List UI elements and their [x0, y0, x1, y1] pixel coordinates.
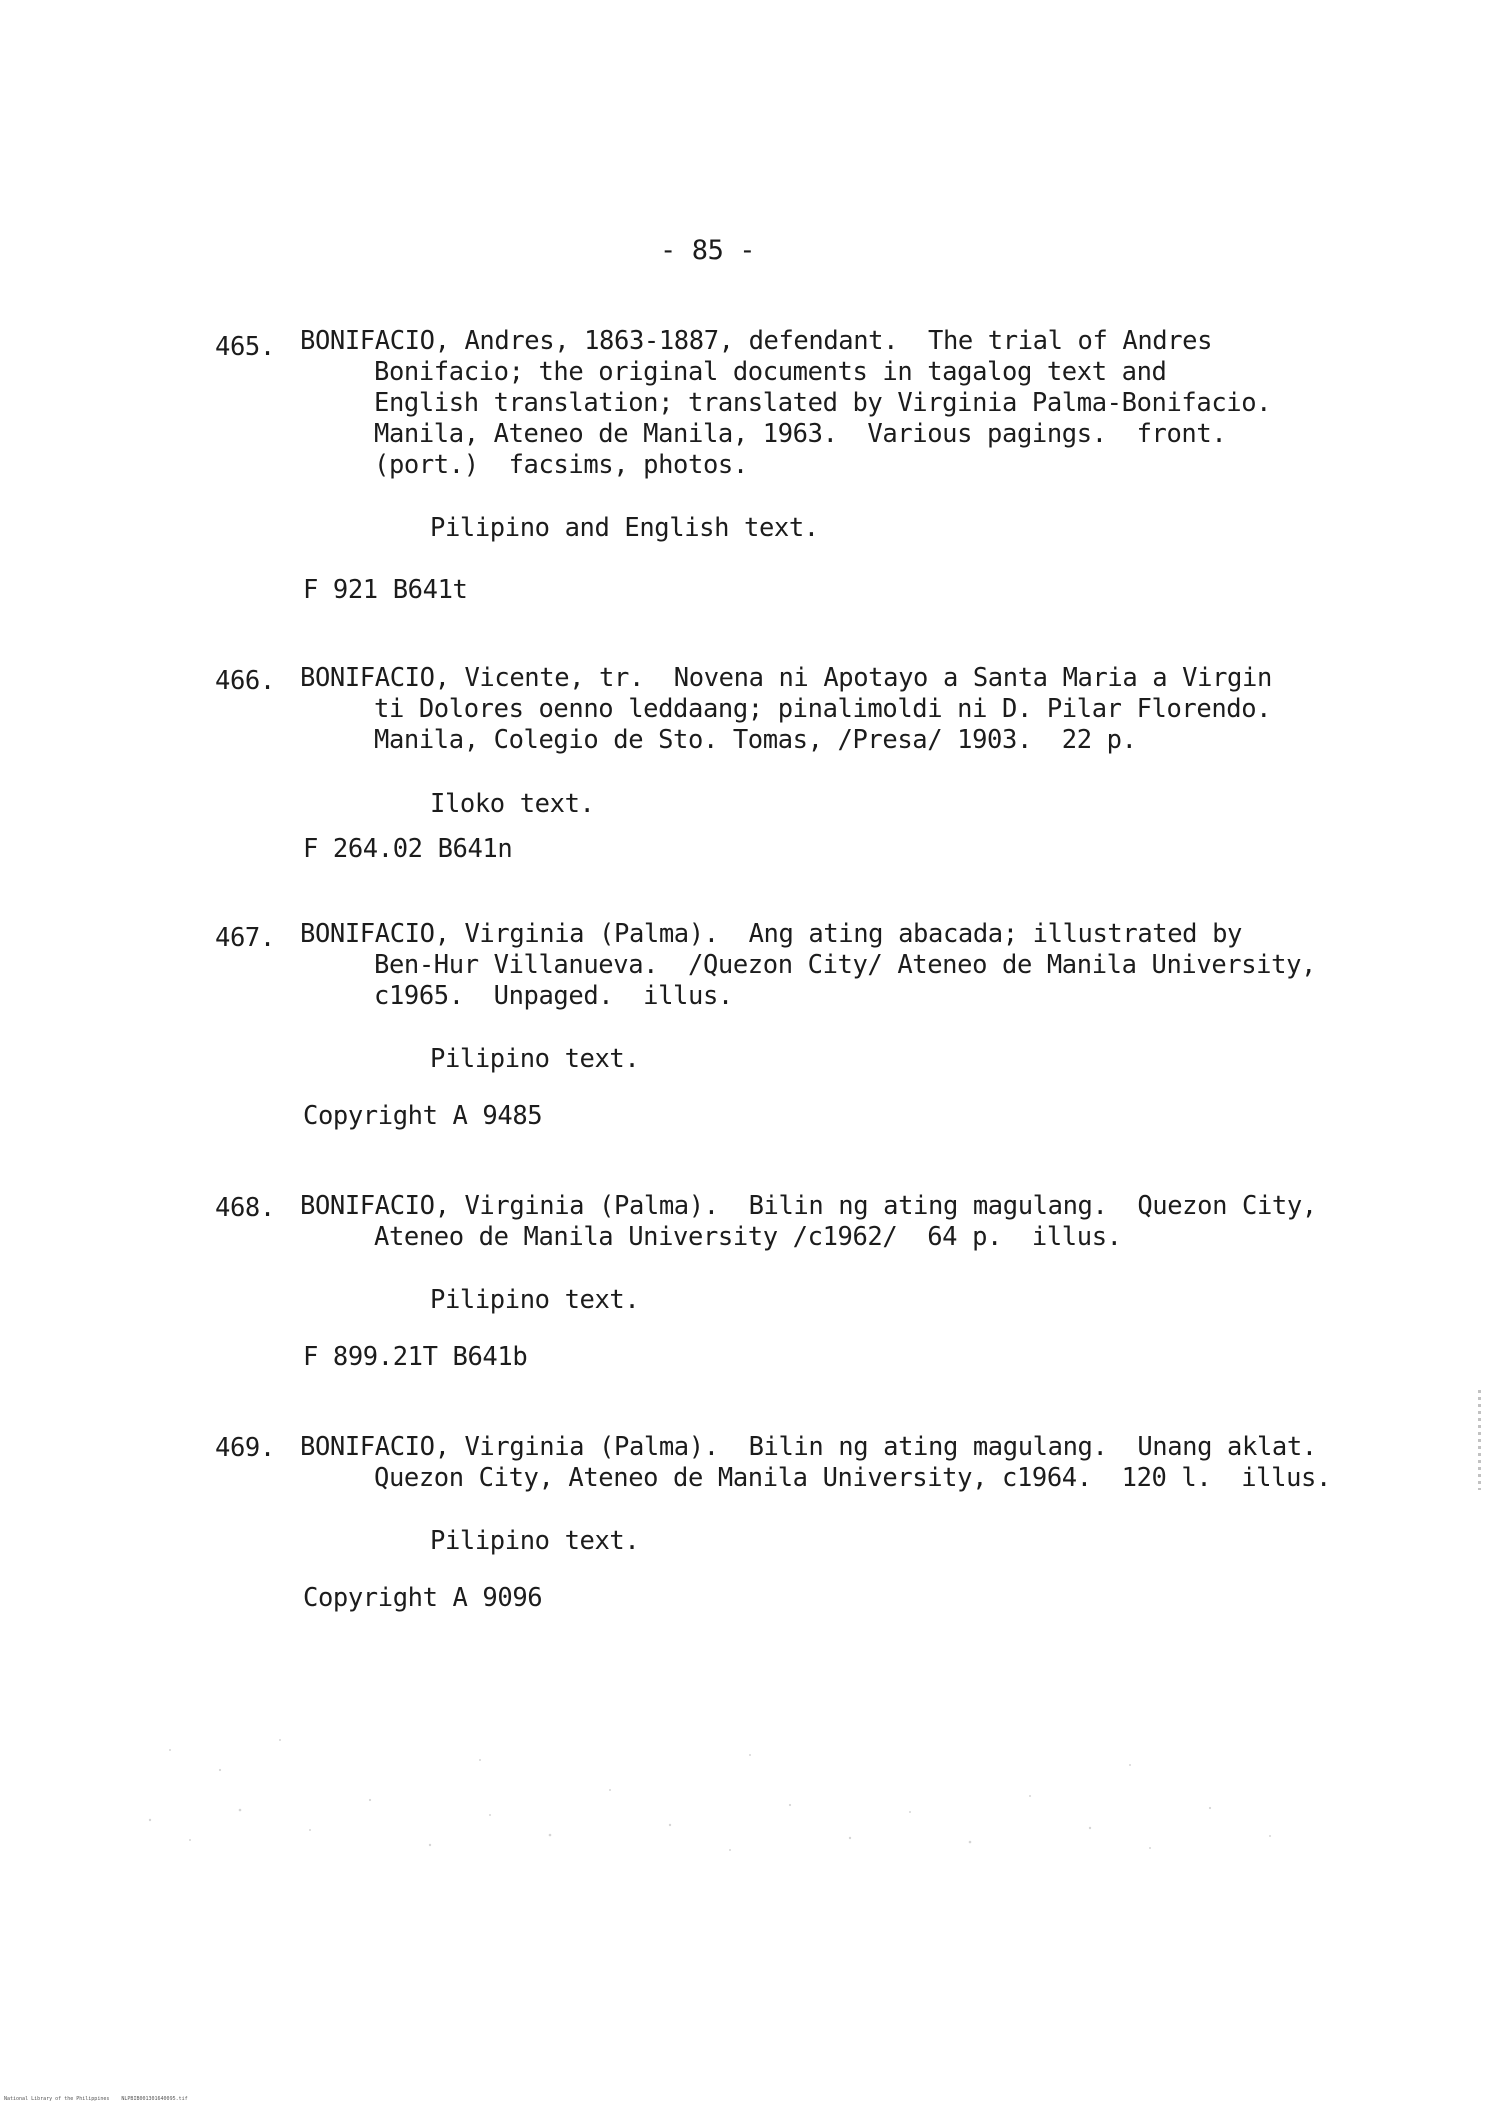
entry-line: BONIFACIO, Vicente, tr. Novena ni Apotayo a Santa Maria a Virgin — [300, 663, 1272, 693]
copyright-number: Copyright A 9485 — [303, 1101, 543, 1131]
entry-note: Iloko text. — [430, 789, 595, 819]
scan-noise — [130, 1720, 1310, 1860]
entry-number: 466. — [215, 666, 275, 696]
entry-note: Pilipino text. — [430, 1044, 640, 1074]
entry-line: ti Dolores oenno leddaang; pinalimoldi ni D. Pilar Florendo. — [374, 694, 1272, 724]
call-number: F 921 B641t — [303, 575, 468, 605]
entry-line: BONIFACIO, Virginia (Palma). Ang ating abacada; illustrated by — [300, 919, 1242, 949]
entry-line: (port.) facsims, photos. — [374, 450, 748, 480]
scan-margin-mark — [1478, 1390, 1481, 1490]
entry-line: BONIFACIO, Virginia (Palma). Bilin ng ating magulang. Quezon City, — [300, 1191, 1317, 1221]
entry-note: Pilipino text. — [430, 1285, 640, 1315]
entry-number: 467. — [215, 923, 275, 953]
call-number: F 899.21T B641b — [303, 1342, 528, 1372]
entry-note: Pilipino text. — [430, 1526, 640, 1556]
scan-footer: National Library of the Philippines NLPBIB001301640095.tif — [4, 2096, 188, 2102]
entry-line: Ateneo de Manila University /c1962/ 64 p. illus. — [374, 1222, 1122, 1252]
entry-line: Manila, Colegio de Sto. Tomas, /Presa/ 1903. 22 p. — [374, 725, 1137, 755]
entry-number: 468. — [215, 1193, 275, 1223]
entry-line: English translation; translated by Virginia Palma-Bonifacio. — [374, 388, 1272, 418]
entry-line: BONIFACIO, Virginia (Palma). Bilin ng ating magulang. Unang aklat. — [300, 1432, 1317, 1462]
page-number: - 85 - — [660, 235, 756, 266]
entry-line: c1965. Unpaged. illus. — [374, 981, 733, 1011]
entry-note: Pilipino and English text. — [430, 513, 819, 543]
entry-line: Quezon City, Ateneo de Manila University, c1964. 120 l. illus. — [374, 1463, 1331, 1493]
entry-number: 469. — [215, 1433, 275, 1463]
call-number: F 264.02 B641n — [303, 834, 513, 864]
entry-line: Manila, Ateneo de Manila, 1963. Various pagings. front. — [374, 419, 1227, 449]
entry-line: BONIFACIO, Andres, 1863-1887, defendant. The trial of Andres — [300, 326, 1213, 356]
entry-line: Ben-Hur Villanueva. /Quezon City/ Ateneo de Manila University, — [374, 950, 1316, 980]
copyright-number: Copyright A 9096 — [303, 1583, 543, 1613]
entry-number: 465. — [215, 332, 275, 362]
entry-line: Bonifacio; the original documents in tagalog text and — [374, 357, 1167, 387]
